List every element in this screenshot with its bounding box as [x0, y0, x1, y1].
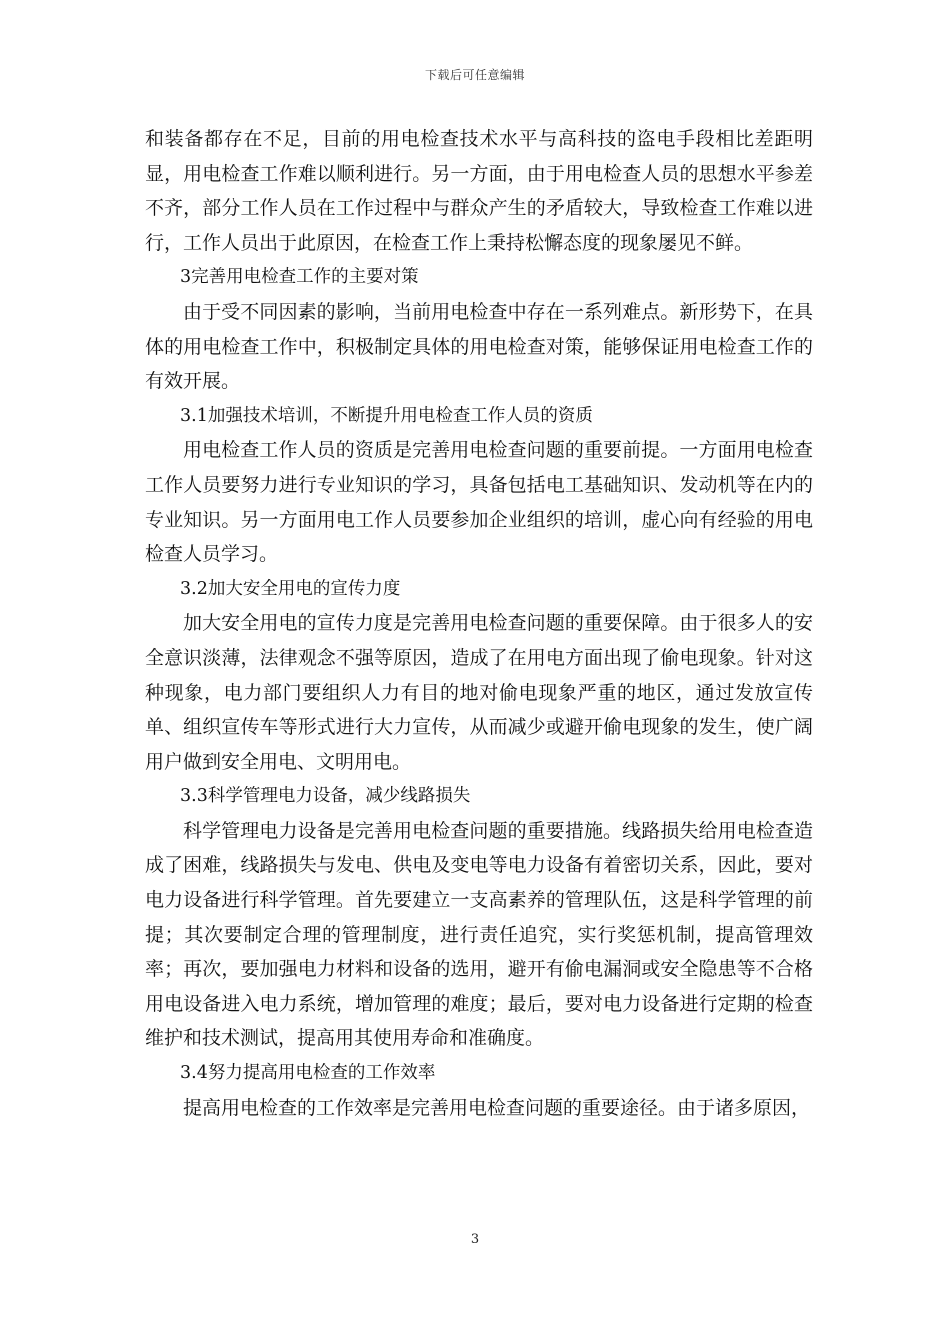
section-heading-3-4: 3.4努力提高用电检查的工作效率 — [180, 1063, 436, 1084]
paragraph-3-4: 提高用电检查的工作效率是完善用电检查问题的重要途径。由于诸多原因， — [183, 1096, 811, 1119]
page-body — [145, 122, 813, 1125]
paragraph-3-3: 科学管理电力设备是完善用电检查问题的重要措施。线路损失给用电检查造成了困难，线路损失与发电、供电及变电等电力设备有着密切关系，因此，要对电力设备进行科学管理。首先要建立一支高素养的管理队伍，这是科学管理的前提；其次要制定合理的管理制度，进行责任追究，实行奖惩机制，提高管理效率；再次，要加强电力材料和设备的选用，避开有偷电漏洞或安全隐患等不合格用电设备进入电力系统，增加管理的难度；最后，要对电力设备进行定期的检查维护和技术测试，提高用其使用寿命和准确度。 — [145, 819, 813, 1050]
section-heading-3: 3完善用电检查工作的主要对策 — [180, 267, 419, 288]
section-heading-3-3: 3.3科学管理电力设备，减少线路损失 — [180, 786, 471, 807]
page-number: 3 — [470, 1232, 480, 1247]
section-heading-3-2: 3.2加大安全用电的宣传力度 — [180, 578, 401, 599]
paragraph-3-2: 加大安全用电的宣传力度是完善用电检查问题的重要保障。由于很多人的安全意识淡薄，法律观念不强等原因，造成了在用电方面出现了偷电现象。针对这种现象，电力部门要组织人力有目的地对偷电现象严重的地区，通过发放宣传单、组织宣传车等形式进行大力宣传，从而减少或避开偷电现象的发生，使广阔用户做到安全用电、文明用电。 — [145, 612, 813, 773]
section-heading-3-1: 3.1加强技术培训，不断提升用电检查工作人员的资质 — [180, 405, 593, 426]
paragraph-continuation: 和装备都存在不足，目前的用电检查技术水平与高科技的盗电手段相比差距明显，用电检查工作难以顺利进行。另一方面，由于用电检查人员的思想水平参差不齐，部分工作人员在工作过程中与群众产生的矛盾较大，导致检查工作难以进行，工作人员出于此原因，在检查工作上秉持松懈态度的现象屡见不鲜。 — [145, 128, 813, 254]
paragraph-intro: 由于受不同因素的影响，当前用电检查中存在一系列难点。新形势下，在具体的用电检查工作中，积极制定具体的用电检查对策，能够保证用电检查工作的有效开展。 — [145, 300, 813, 393]
page-header: 下载后可任意编辑 — [424, 68, 525, 82]
paragraph-3-1: 用电检查工作人员的资质是完善用电检查问题的重要前提。一方面用电检查工作人员要努力进行专业知识的学习，具备包括电工基础知识、发动机等在内的专业知识。另一方面用电工作人员要参加企业组织的培训，虚心向有经验的用电检查人员学习。 — [145, 439, 813, 566]
